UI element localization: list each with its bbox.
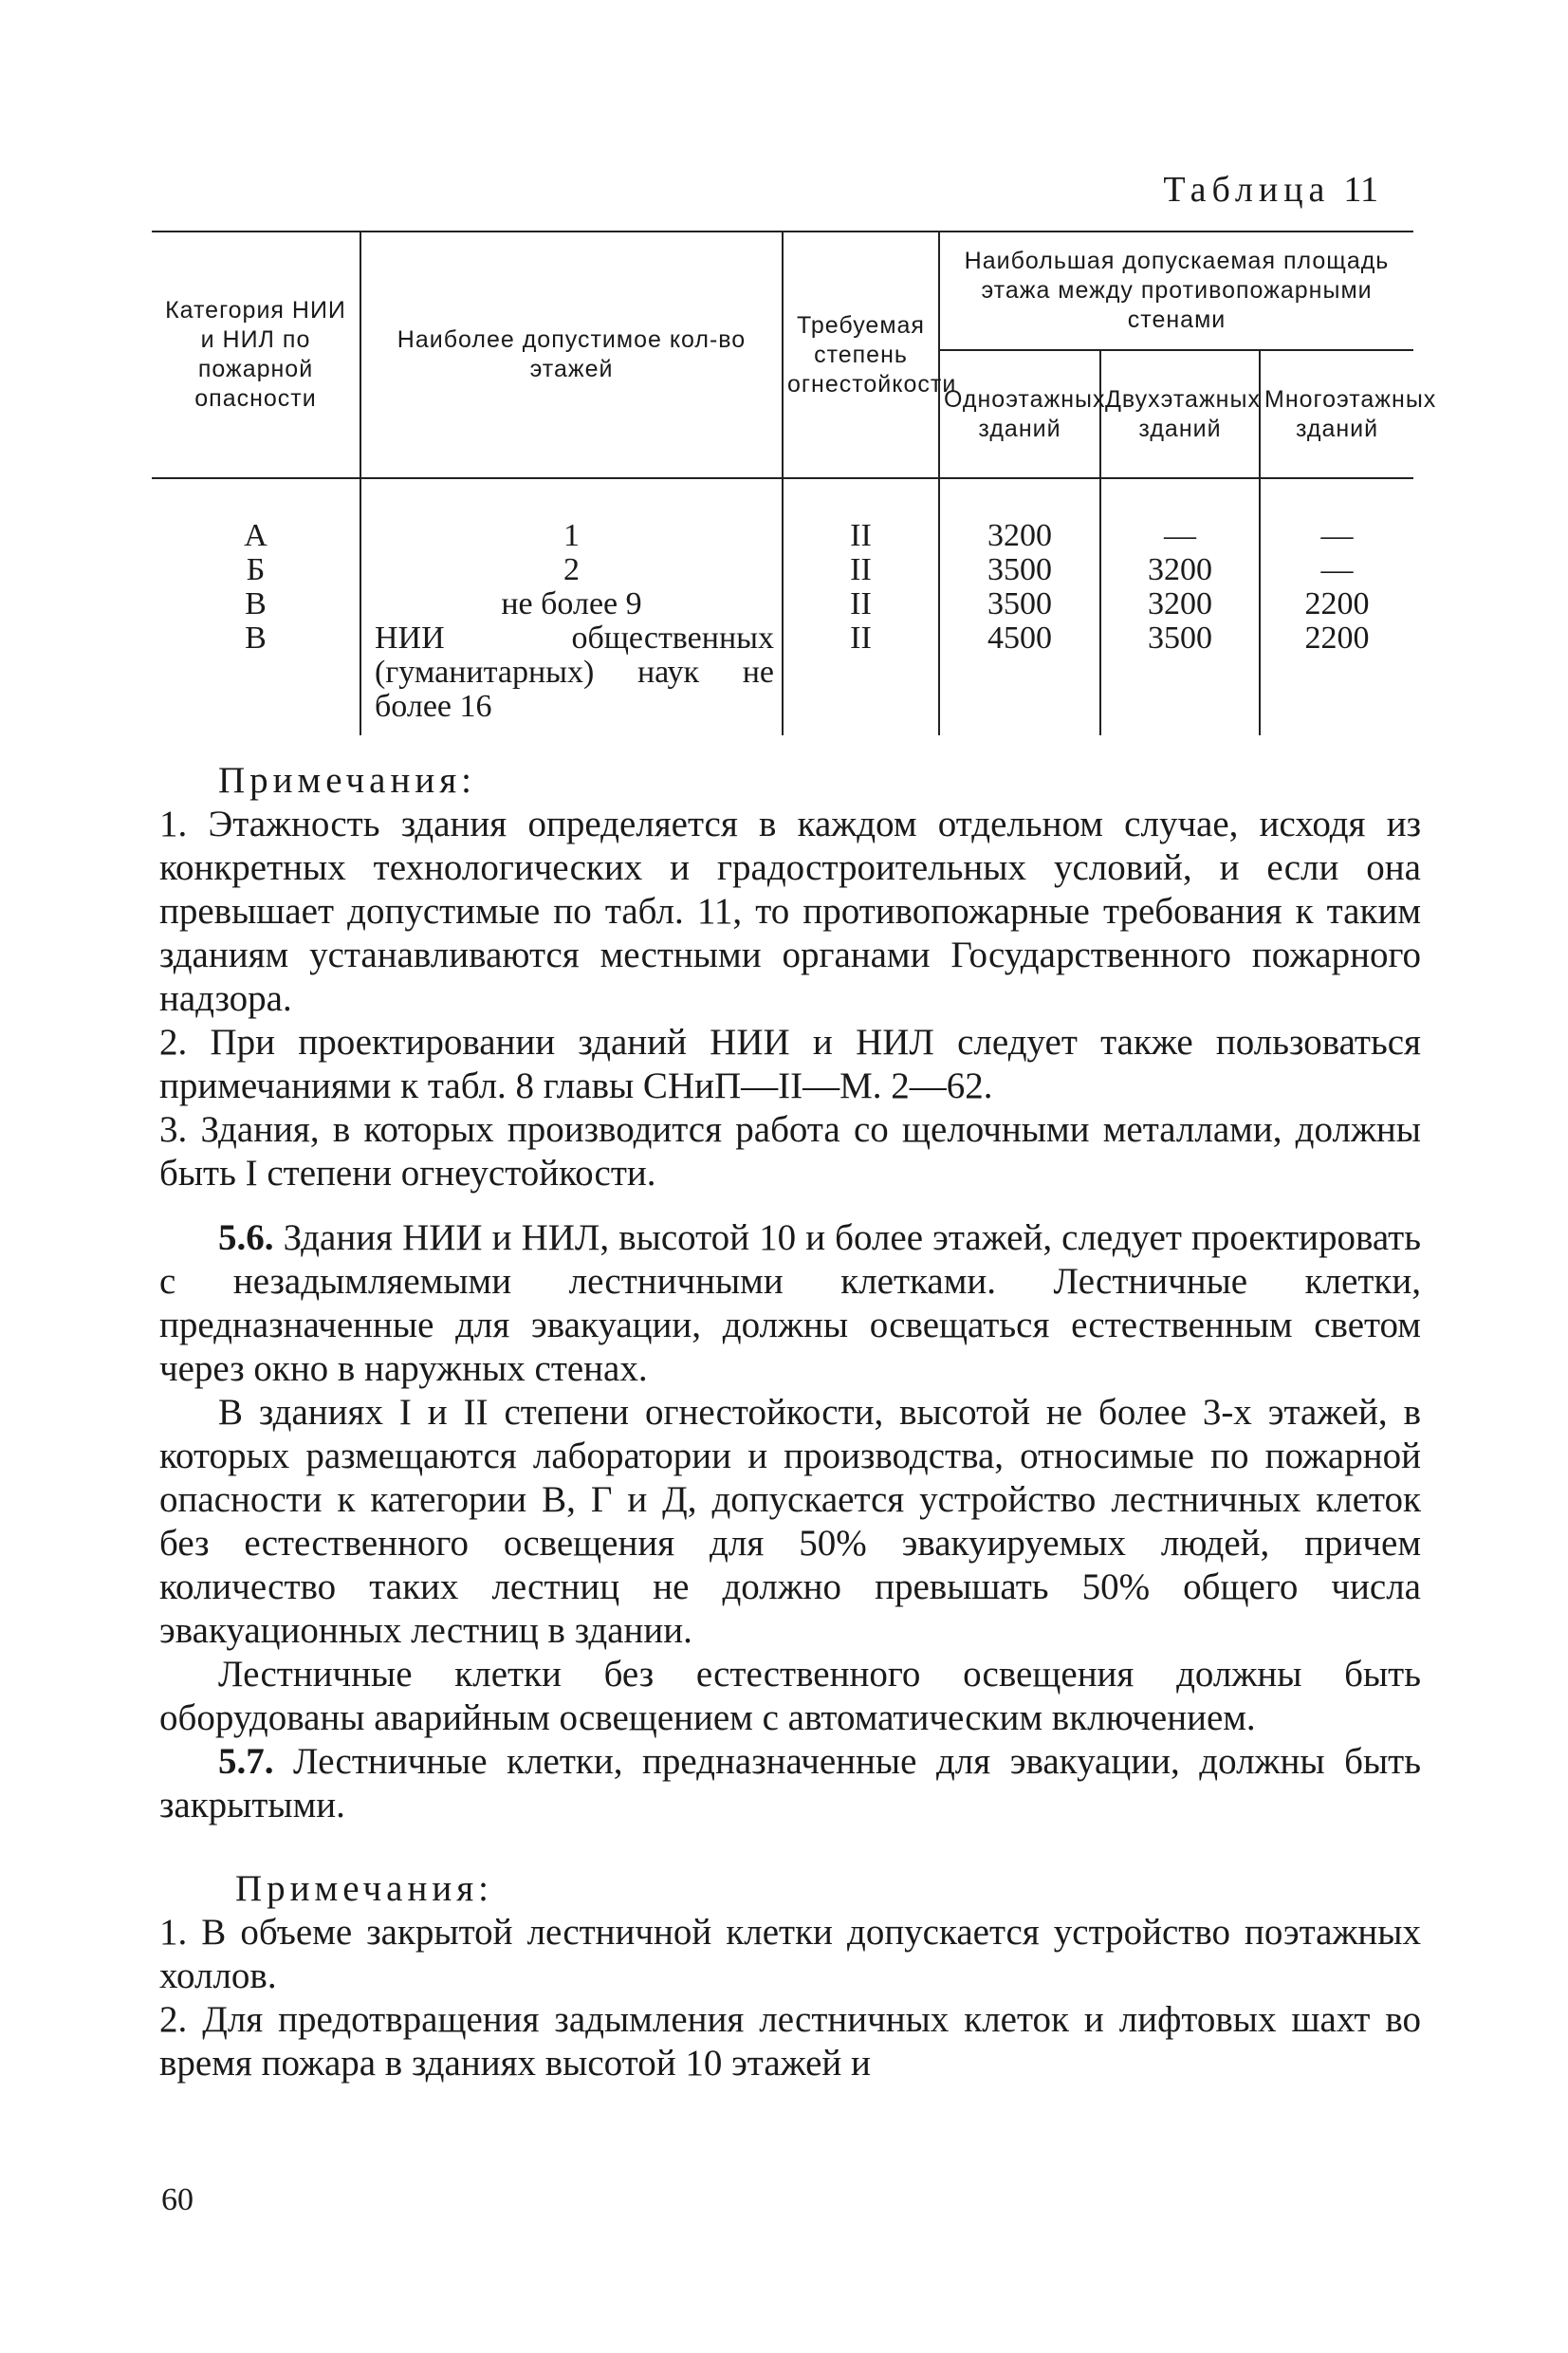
section-text: Здания НИИ и НИЛ, высотой 10 и более этажей, следует проектировать с незадымляемыми лестничными клетками. Лестничные клетки, предназначенные для эвакуации, должны освещаться естественным светом через окно в наружных стенах. — [159, 1217, 1422, 1389]
table-row — [152, 553, 1413, 587]
cell-floors: не более 9 — [360, 587, 783, 621]
header-floors: Наиболее допустимое кол-во этажей — [360, 232, 783, 478]
header-multi-storey: Многоэтажных зданий — [1260, 350, 1413, 478]
cell-floors: НИИ общественных (гуманитарных) наук не более 16 — [360, 621, 783, 735]
cell-multi-storey: 2200 — [1260, 621, 1413, 735]
cell-one-storey: 3500 — [939, 587, 1100, 621]
header-category: Категория НИИ и НИЛ по пожарной опасности — [152, 232, 360, 478]
cell-two-storey: 3200 — [1100, 587, 1260, 621]
cell-one-storey: 3500 — [939, 553, 1100, 587]
section-5-6-paragraph-2: В зданиях I и II степени огнестойкости, высотой не более 3-х этажей, в которых размещаются лаборатории и производства, относимые по пожарной опасности к категории В, Г и Д, допускается устройство лестничных клеток без естественного освещения для 50% эвакуируемых людей, причем количество таких лестниц не должно превышать 50% общего числа эвакуационных лестниц в здании. — [159, 1392, 1421, 1651]
note-item: 3. Здания, в которых производится работа со щелочными металлами, должны быть I степени огнеустойкости. — [159, 1109, 1421, 1194]
note-item: 2. Для предотвращения задымления лестничных клеток и лифтовых шахт во время пожара в зданиях высотой 10 этажей и — [159, 1999, 1421, 2084]
cell-floors: 2 — [360, 553, 783, 587]
section-5-6-paragraph — [159, 1216, 1421, 1391]
table-caption-word: Таблица — [1163, 170, 1331, 210]
table-caption-number: 11 — [1343, 170, 1378, 210]
cell-fire-resistance: II — [783, 621, 939, 735]
cell-fire-resistance: II — [783, 587, 939, 621]
cell-multi-storey: 2200 — [1260, 587, 1413, 621]
cell-multi-storey: — — [1260, 553, 1413, 587]
cell-category: В — [245, 621, 267, 656]
note-item: 2. При проектировании зданий НИИ и НИЛ следует также пользоваться примечаниями к табл. 8 главы СНиП—II—М. 2—62. — [159, 1022, 1421, 1106]
section-number: 5.6. — [218, 1217, 274, 1258]
cell-category: В — [245, 586, 267, 621]
cell-fire-resistance: II — [783, 478, 939, 553]
cell-two-storey: 3200 — [1100, 553, 1260, 587]
cell-two-storey: — — [1100, 478, 1260, 553]
table-caption — [1163, 169, 1378, 211]
cell-floors: 1 — [360, 478, 783, 553]
note-item: 1. В объеме закрытой лестничной клетки допускается устройство поэтажных холлов. — [159, 1912, 1421, 1996]
header-one-storey: Одноэтажных зданий — [939, 350, 1100, 478]
table-row — [152, 587, 1413, 621]
fire-safety-table — [152, 231, 1437, 735]
body-text — [159, 759, 1421, 2085]
header-fire-resistance: Требуемая степень огнестойкости — [783, 232, 939, 478]
cell-one-storey: 4500 — [939, 621, 1100, 735]
cell-two-storey: 3500 — [1100, 621, 1260, 735]
notes-title: Примечания: — [218, 760, 476, 801]
section-text: Лестничные клетки, предназначенные для эвакуации, должны быть закрытыми. — [159, 1741, 1421, 1825]
cell-one-storey: 3200 — [939, 478, 1100, 553]
cell-multi-storey: — — [1260, 478, 1413, 553]
section-5-6-paragraph-3: Лестничные клетки без естественного освещения должны быть оборудованы аварийным освещением с автоматическим включением. — [159, 1654, 1421, 1738]
section-5-7-paragraph — [159, 1740, 1421, 1827]
table-row — [152, 621, 1413, 735]
header-two-storey: Двухэтажных зданий — [1100, 350, 1260, 478]
cell-fire-resistance: II — [783, 553, 939, 587]
section-number: 5.7. — [218, 1741, 274, 1782]
page-number: 60 — [161, 2182, 194, 2217]
note-item: 1. Этажность здания определяется в каждом отдельном случае, исходя из конкретных технологических и градостроительных условий, и если она превышает допустимые по табл. 11, то противопожарные требования к таким зданиям устанавливаются местными органами Государственного пожарного надзора. — [159, 804, 1421, 1019]
table-row — [152, 478, 1413, 553]
cell-category: Б — [246, 552, 266, 587]
notes-title: Примечания: — [235, 1868, 493, 1909]
header-area-group: Наибольшая допускаемая площадь этажа между противопожарными стенами — [939, 232, 1413, 350]
cell-category: А — [244, 518, 267, 553]
